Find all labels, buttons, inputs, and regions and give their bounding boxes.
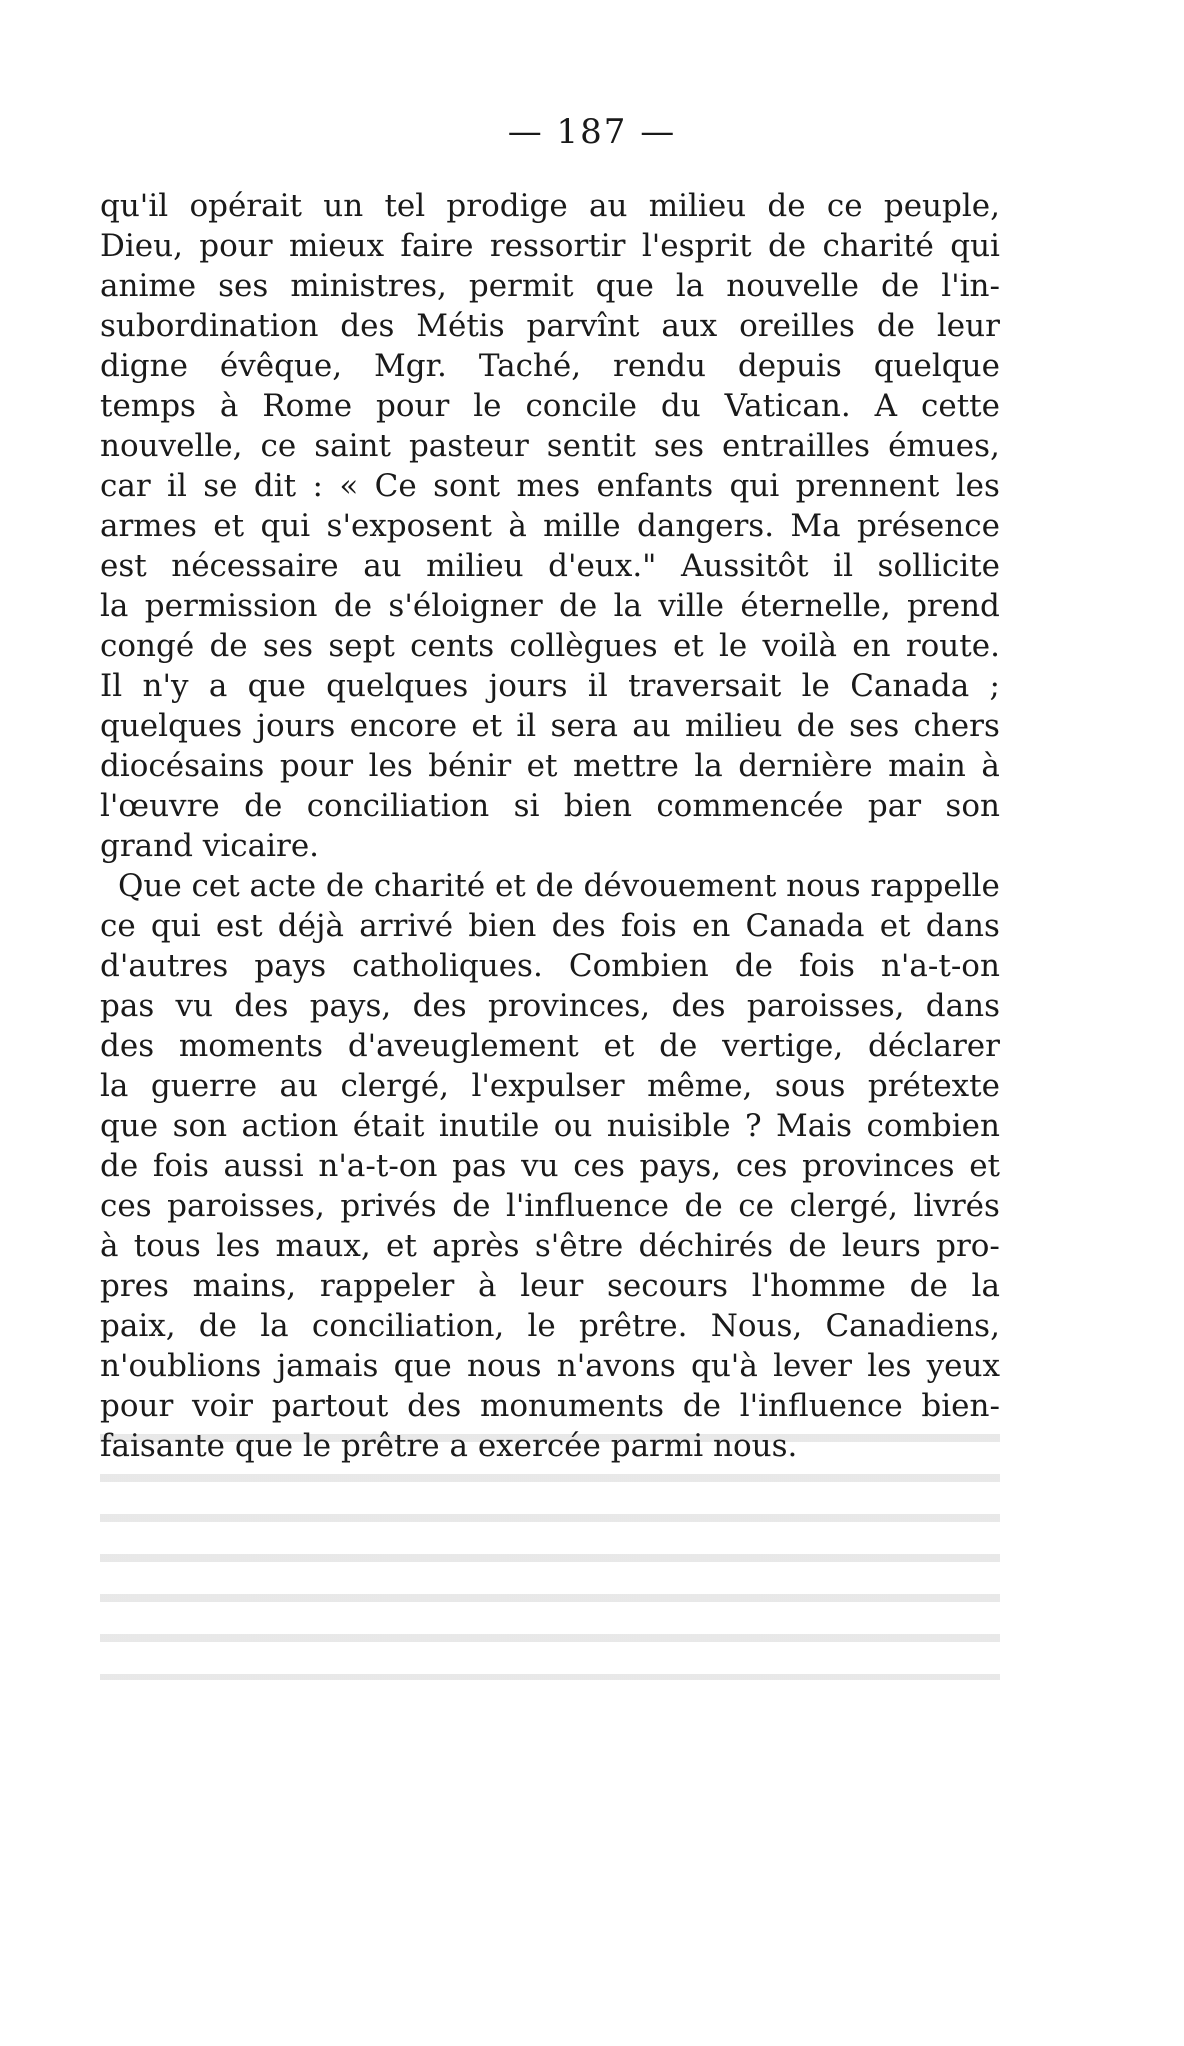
text-line: armes et qui s'exposent à mille dangers. Ma présence bbox=[100, 508, 1000, 544]
text-line: Dieu, pour mieux faire ressortir l'esprit de charité qui bbox=[100, 228, 1000, 264]
bleed-through-text bbox=[100, 1420, 1000, 1680]
text-line: ces paroisses, privés de l'influence de ce clergé, livrés bbox=[100, 1188, 1000, 1224]
text-line: faisante que le prêtre a exercée parmi nous. bbox=[100, 1428, 798, 1464]
text-body bbox=[100, 186, 1000, 1466]
text-line: pour voir partout des monuments de l'influence bien- bbox=[100, 1388, 1000, 1424]
text-line: congé de ses sept cents collègues et le voilà en route. bbox=[100, 628, 1000, 664]
page-number: — 187 — bbox=[507, 112, 677, 152]
text-line: la permission de s'éloigner de la ville éternelle, prend bbox=[100, 588, 1000, 624]
text-line: diocésains pour les bénir et mettre la dernière main à bbox=[100, 748, 1000, 784]
text-line: qu'il opérait un tel prodige au milieu de ce peuple, bbox=[100, 188, 1000, 224]
text-line: l'œuvre de conciliation si bien commencée par son bbox=[100, 788, 1000, 824]
text-line: quelques jours encore et il sera au milieu de ses chers bbox=[100, 708, 1000, 744]
text-line: n'oublions jamais que nous n'avons qu'à lever les yeux bbox=[100, 1348, 1000, 1384]
text-line: à tous les maux, et après s'être déchirés de leurs pro- bbox=[100, 1228, 1000, 1264]
text-line: anime ses ministres, permit que la nouvelle de l'in- bbox=[100, 268, 1000, 304]
text-line: grand vicaire. bbox=[100, 828, 320, 864]
text-line: car il se dit : « Ce sont mes enfants qui prennent les bbox=[100, 468, 1000, 504]
text-line: de fois aussi n'a-t-on pas vu ces pays, ces provinces et bbox=[100, 1148, 1000, 1184]
text-line: paix, de la conciliation, le prêtre. Nous, Canadiens, bbox=[100, 1308, 1000, 1344]
text-line: la guerre au clergé, l'expulser même, sous prétexte bbox=[100, 1068, 1000, 1104]
paragraph bbox=[100, 186, 1000, 866]
text-line: nouvelle, ce saint pasteur sentit ses entrailles émues, bbox=[100, 428, 1000, 464]
text-line: d'autres pays catholiques. Combien de fois n'a-t-on bbox=[100, 948, 1000, 984]
text-line: des moments d'aveuglement et de vertige, déclarer bbox=[100, 1028, 1000, 1064]
text-line: Il n'y a que quelques jours il traversait le Canada ; bbox=[100, 668, 1000, 704]
text-line: que son action était inutile ou nuisible ? Mais combien bbox=[100, 1108, 1000, 1144]
text-line: digne évêque, Mgr. Taché, rendu depuis quelque bbox=[100, 348, 1000, 384]
text-line: ce qui est déjà arrivé bien des fois en Canada et dans bbox=[100, 908, 1000, 944]
text-line: temps à Rome pour le concile du Vatican. A cette bbox=[100, 388, 1000, 424]
text-line: Que cet acte de charité et de dévouement nous rappelle bbox=[118, 868, 1000, 904]
text-line: pres mains, rappeler à leur secours l'homme de la bbox=[100, 1268, 1000, 1304]
text-line: est nécessaire au milieu d'eux." Aussitôt il sollicite bbox=[100, 548, 1000, 584]
paragraph bbox=[100, 866, 1000, 1466]
text-line: subordination des Métis parvînt aux oreilles de leur bbox=[100, 308, 1000, 344]
text-line: pas vu des pays, des provinces, des paroisses, dans bbox=[100, 988, 1000, 1024]
